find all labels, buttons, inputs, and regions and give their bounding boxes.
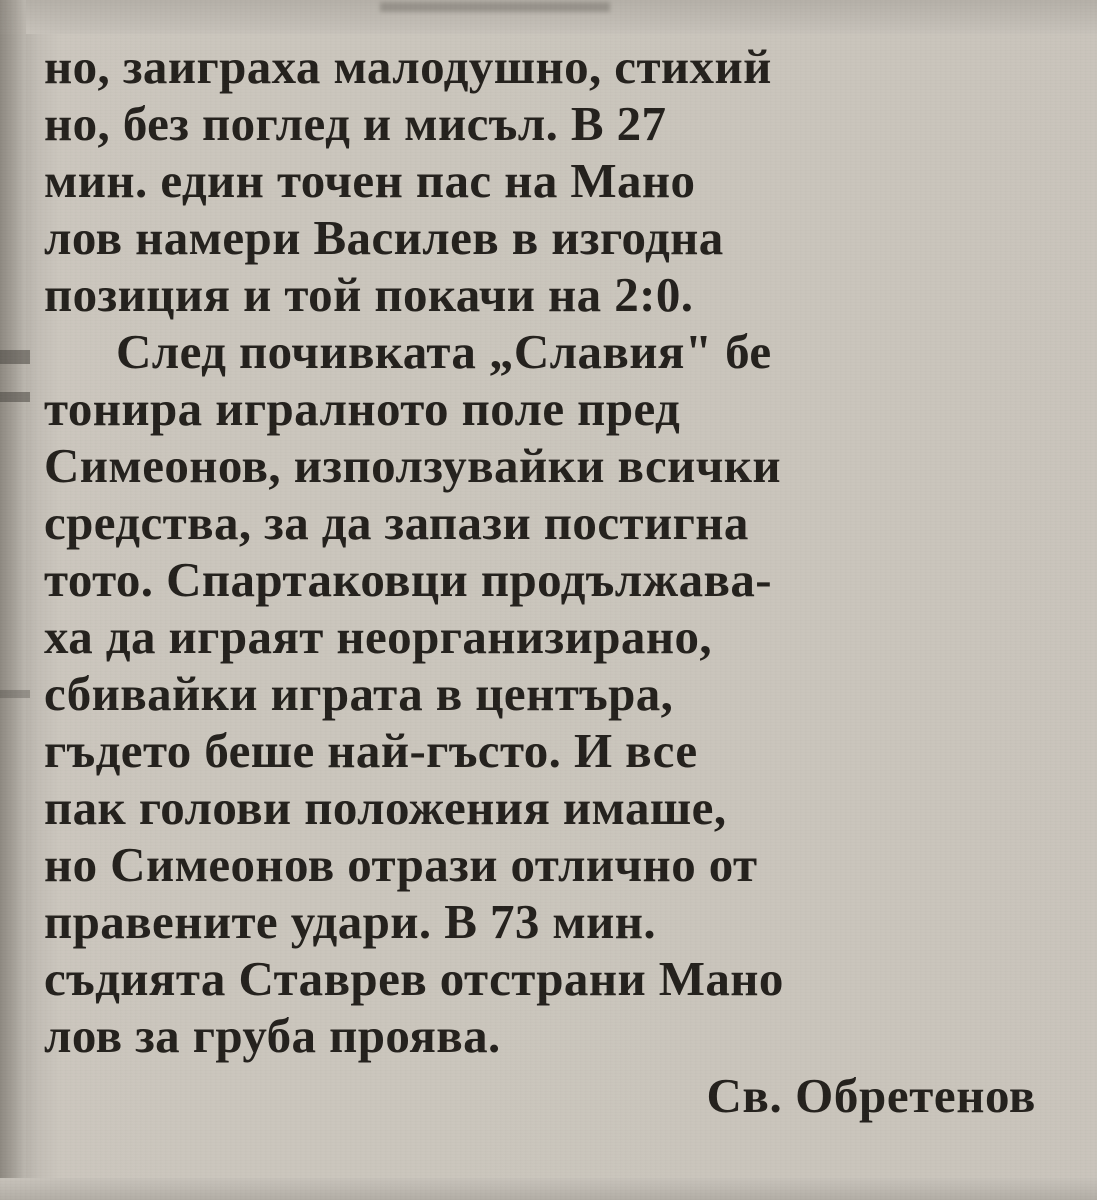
bottom-smudge-band <box>0 1178 1097 1200</box>
article-body <box>44 38 1054 1126</box>
left-edge-marks <box>0 0 30 1200</box>
text-line-indented <box>44 323 1054 380</box>
paragraph-1 <box>44 38 1054 323</box>
text-line: но, без поглед и мисъл. В 27 <box>44 96 667 151</box>
text-line: лов намери Василев в изгодна <box>44 210 724 265</box>
text-line: гъдето беше най-гъсто. И все <box>44 723 698 778</box>
byline: Св. Обретенов <box>706 1068 1036 1123</box>
text-line: ха да играят неорганизирано, <box>44 609 713 664</box>
text-line: сбивайки играта в центъра, <box>44 666 674 721</box>
text-line: но, заиграха малодушно, стихий <box>44 39 772 94</box>
text-line: пак голови положения имаше, <box>44 780 727 835</box>
text-line: съдията Ставрев отстрани Мано <box>44 951 784 1006</box>
text-line: но Симеонов отрази отлично от <box>44 837 758 892</box>
top-smudge-band <box>0 0 1097 34</box>
paragraph-2 <box>44 323 1054 1064</box>
text-line: мин. един точен пас на Мано <box>44 153 696 208</box>
text-line: След почивката „Славия" бе <box>116 324 772 379</box>
text-line: правените удари. В 73 мин. <box>44 894 657 949</box>
text-line: тото. Спартаковци продължава- <box>44 552 772 607</box>
text-line: тонира игралното поле пред <box>44 381 681 436</box>
text-line: лов за груба проява. <box>44 1008 501 1063</box>
text-line: позиция и той покачи на 2:0. <box>44 267 694 322</box>
text-line: средства, за да запази постигна <box>44 495 749 550</box>
text-line: Симеонов, използувайки всички <box>44 438 782 493</box>
